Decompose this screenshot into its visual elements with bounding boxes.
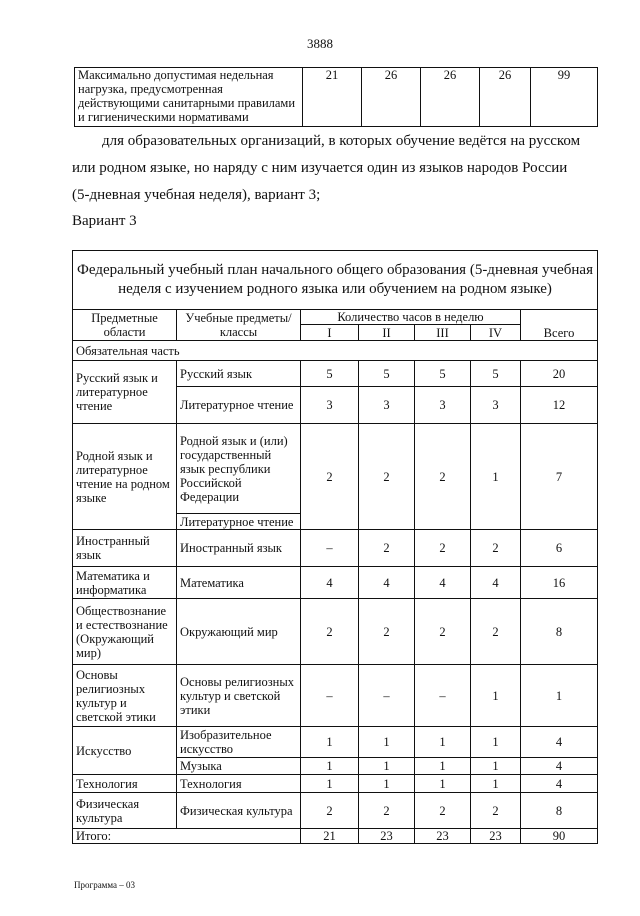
table-row [73, 310, 598, 325]
table-cell: 26 [421, 68, 480, 127]
hours-cell: 3 [471, 387, 521, 424]
curriculum-table [72, 250, 598, 844]
hours-cell: 5 [415, 361, 471, 387]
hours-cell: 21 [301, 829, 359, 844]
area-cell: Иностранный язык [73, 530, 177, 567]
hours-cell: 1 [359, 758, 415, 775]
table-row [73, 361, 598, 387]
hours-cell: 2 [301, 424, 359, 530]
total-cell: 20 [521, 361, 598, 387]
paragraph-line: для образовательных организаций, в которых обучение ведётся на русском [102, 133, 581, 149]
mandatory-part-label: Обязательная часть [73, 341, 598, 361]
hours-cell: 2 [415, 599, 471, 665]
header-hours: Количество часов в неделю [301, 310, 521, 325]
subject-cell: Технология [177, 775, 301, 793]
header-class: I [301, 325, 359, 341]
hours-cell: 1 [359, 727, 415, 758]
page-number: 3888 [307, 36, 333, 51]
hours-cell: 1 [471, 727, 521, 758]
hours-cell: 2 [471, 599, 521, 665]
table-cell: 21 [303, 68, 362, 127]
table-row [75, 68, 598, 127]
hours-cell: 5 [301, 361, 359, 387]
variant-heading: Вариант 3 [72, 213, 137, 229]
hours-cell: – [301, 530, 359, 567]
total-cell: 16 [521, 567, 598, 599]
hours-cell: 3 [301, 387, 359, 424]
table-row [73, 341, 598, 361]
table-row [73, 727, 598, 758]
footer-note: Программа – 03 [74, 880, 136, 890]
hours-cell: 2 [415, 793, 471, 829]
hours-cell: 2 [471, 793, 521, 829]
table-row [73, 567, 598, 599]
hours-cell: 23 [415, 829, 471, 844]
total-cell: 4 [521, 727, 598, 758]
header-total: Всего [521, 310, 598, 341]
paragraph-line: (5-дневная учебная неделя), вариант 3; [72, 187, 321, 203]
hours-cell: 1 [301, 727, 359, 758]
table-row [73, 424, 598, 514]
total-cell: 12 [521, 387, 598, 424]
hours-cell: 5 [471, 361, 521, 387]
table-row [73, 599, 598, 665]
hours-cell: 1 [471, 665, 521, 727]
hours-cell: 4 [301, 567, 359, 599]
total-row-label: Итого: [73, 829, 301, 844]
table-row [73, 665, 598, 727]
header-areas: Предметные области [73, 310, 177, 341]
area-cell: Физическая культура [73, 793, 177, 829]
total-cell: 4 [521, 775, 598, 793]
hours-cell: 1 [415, 727, 471, 758]
hours-cell: 1 [471, 424, 521, 530]
hours-cell: 2 [301, 599, 359, 665]
hours-cell: 4 [415, 567, 471, 599]
area-cell: Основы религиозных культур и светской этики [73, 665, 177, 727]
hours-cell: 1 [415, 775, 471, 793]
hours-cell: – [301, 665, 359, 727]
table-row [73, 829, 598, 844]
subject-cell: Русский язык [177, 361, 301, 387]
hours-cell: 5 [359, 361, 415, 387]
header-class: II [359, 325, 415, 341]
total-cell: 90 [521, 829, 598, 844]
total-cell: 8 [521, 599, 598, 665]
hours-cell: 2 [301, 793, 359, 829]
hours-cell: 2 [415, 424, 471, 530]
total-cell: 8 [521, 793, 598, 829]
area-cell: Технология [73, 775, 177, 793]
header-class: IV [471, 325, 521, 341]
hours-cell: 1 [301, 775, 359, 793]
hours-cell: 1 [415, 758, 471, 775]
top-summary-table [74, 67, 598, 127]
table-cell: 26 [480, 68, 531, 127]
table-cell: 26 [362, 68, 421, 127]
total-cell: 4 [521, 758, 598, 775]
hours-cell: 1 [471, 775, 521, 793]
hours-cell: 2 [471, 530, 521, 567]
hours-cell: 2 [415, 530, 471, 567]
max-load-label: Максимально допустимая недельная нагрузка, предусмотренная действующими санитарными правилами и гигиеническими нормативами [75, 68, 303, 127]
table-cell: 99 [531, 68, 598, 127]
table-row [73, 530, 598, 567]
subject-cell: Физическая культура [177, 793, 301, 829]
hours-cell: – [415, 665, 471, 727]
header-class: III [415, 325, 471, 341]
subject-cell: Математика [177, 567, 301, 599]
hours-cell: 23 [471, 829, 521, 844]
table-row [73, 793, 598, 829]
table-title: Федеральный учебный план начального общего образования (5-дневная учебная неделя с изучением родного языка или обучением на родном языке) [73, 251, 598, 310]
total-cell: 7 [521, 424, 598, 530]
subject-cell: Литературное чтение [177, 387, 301, 424]
table-row [73, 775, 598, 793]
hours-cell: 23 [359, 829, 415, 844]
area-cell: Русский язык и литературное чтение [73, 361, 177, 424]
hours-cell: 1 [301, 758, 359, 775]
subject-cell: Изобразительное искусство [177, 727, 301, 758]
subject-cell: Основы религиозных культур и светской этики [177, 665, 301, 727]
subject-cell: Музыка [177, 758, 301, 775]
hours-cell: 4 [359, 567, 415, 599]
hours-cell: 4 [471, 567, 521, 599]
total-cell: 1 [521, 665, 598, 727]
hours-cell: 2 [359, 424, 415, 530]
area-cell: Обществознание и естествознание (Окружающий мир) [73, 599, 177, 665]
table-row [73, 251, 598, 310]
subject-cell: Родной язык и (или) государственный язык республики Российской Федерации [177, 424, 301, 514]
hours-cell: 2 [359, 530, 415, 567]
area-cell: Родной язык и литературное чтение на родном языке [73, 424, 177, 530]
area-cell: Математика и информатика [73, 567, 177, 599]
hours-cell: 1 [359, 775, 415, 793]
subject-cell: Литературное чтение [177, 514, 301, 530]
hours-cell: 3 [359, 387, 415, 424]
hours-cell: – [359, 665, 415, 727]
hours-cell: 1 [471, 758, 521, 775]
subject-cell: Иностранный язык [177, 530, 301, 567]
paragraph-line: или родном языке, но наряду с ним изучается один из языков народов России [72, 160, 568, 176]
hours-cell: 3 [415, 387, 471, 424]
total-cell: 6 [521, 530, 598, 567]
header-subjects: Учебные предметы/ классы [177, 310, 301, 341]
area-cell: Искусство [73, 727, 177, 775]
hours-cell: 2 [359, 793, 415, 829]
subject-cell: Окружающий мир [177, 599, 301, 665]
hours-cell: 2 [359, 599, 415, 665]
